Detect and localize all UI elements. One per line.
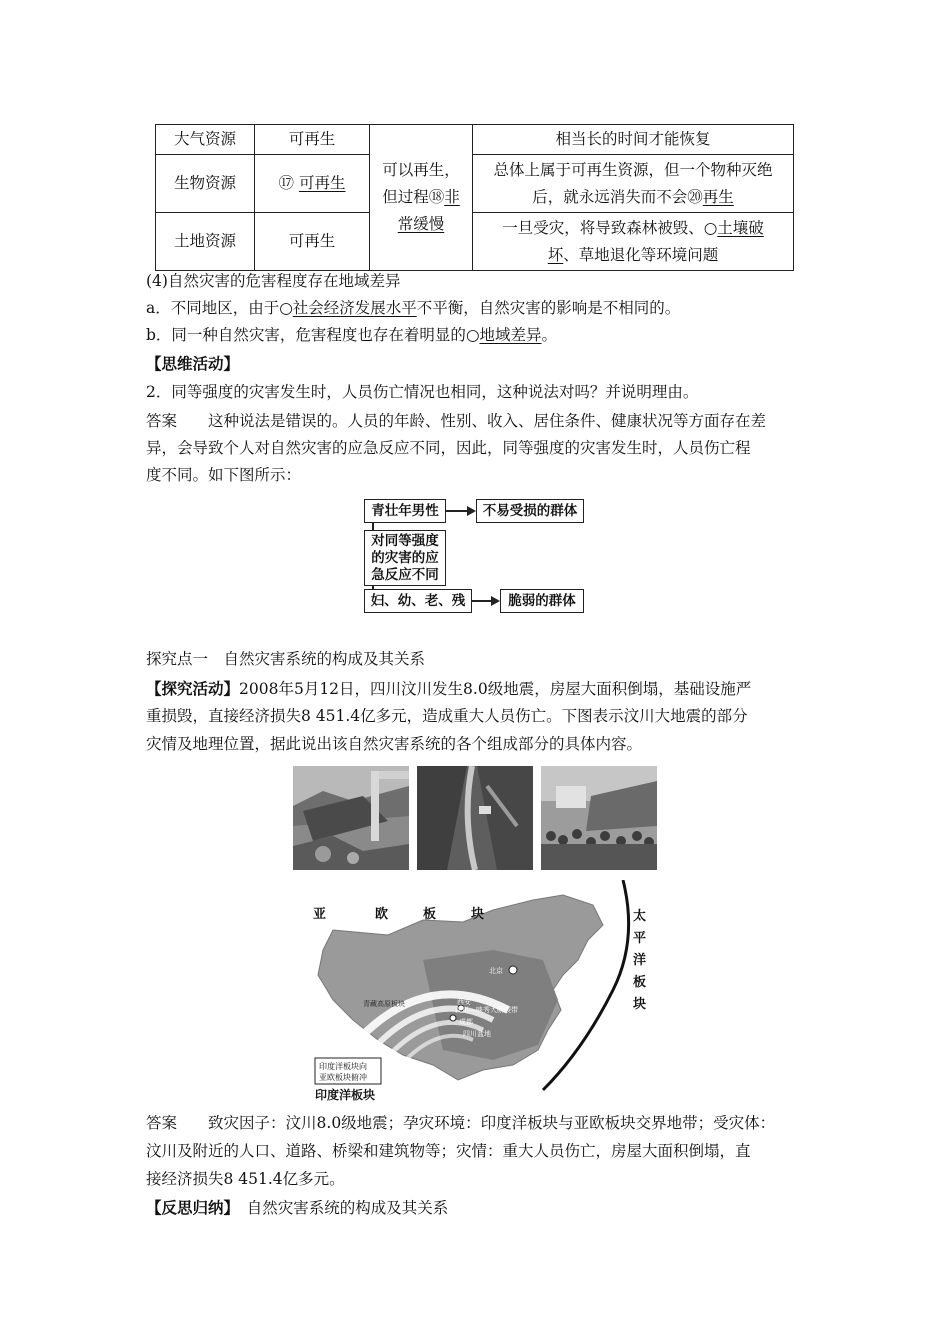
qinghai-tibet-label: 青藏高原板块: [363, 1001, 405, 1008]
svg-text:亚欧板块俯冲: 亚欧板块俯冲: [319, 1073, 367, 1082]
answer2-line: 答案 致灾因子：汶川8.0级地震；孕灾环境：印度洋板块与亚欧板块交界地带；受灾体：: [146, 1114, 776, 1132]
arrow-line: [472, 600, 492, 602]
resources-table: [155, 124, 794, 271]
collapsed-building-photo: [293, 766, 409, 870]
svg-text:欧: 欧: [375, 906, 389, 921]
rescue-crowd-photo: [541, 766, 657, 870]
sec4-title: (4)自然灾害的危害程度存在地域差异: [146, 272, 401, 290]
young-men-box: 青壮年男性: [364, 499, 446, 523]
svg-text:板: 板: [633, 974, 647, 989]
thinking-question: 2．同等强度的灾害发生时，人员伤亡情况也相同，这种说法对吗？并说明理由。: [146, 383, 699, 401]
thinking-answer-line: 异，会导致个人对自然灾害的应急反应不同，因此，同等强度的灾害发生时，人员伤亡程: [146, 439, 751, 457]
svg-text:块: 块: [633, 996, 647, 1011]
resource-cell: 生物资源: [156, 155, 255, 213]
indian-plate-label: 印度洋板块: [315, 1088, 376, 1102]
xian-label: 西安: [457, 999, 471, 1006]
svg-text:块: 块: [471, 906, 485, 921]
desc-cell: 一旦受灾，将导致森林被毁、○土壤破 坏、草地退化等环境问题: [473, 213, 794, 271]
thinking-answer-line: 度不同。如下图所示：: [146, 466, 302, 484]
arrow-right-icon: [467, 506, 476, 516]
merged-cell: 可以再生， 但过程⑱非 常缓慢: [370, 125, 473, 271]
eurasian-plate-label: 亚: [313, 906, 327, 921]
type-cell: 可再生: [255, 213, 370, 271]
vulnerable-group-box: 脆弱的群体: [500, 589, 584, 613]
fault-label: 汶川—映秀大断裂带: [455, 1007, 518, 1014]
landslide-aerial-photo: [417, 766, 533, 870]
connector-line: [372, 522, 374, 530]
explore-activity-line: 【探究活动】2008年5月12日，四川汶川发生8.0级地震，房屋大面积倒塌，基础设施严: [146, 679, 752, 698]
reflect-line: 【反思归纳】 自然灾害系统的构成及其关系: [146, 1198, 449, 1217]
desc-cell: 相当长的时间才能恢复: [473, 125, 794, 155]
table-row: [156, 125, 794, 155]
table-row: [156, 213, 794, 271]
resilient-group-box: 不易受损的群体: [476, 499, 584, 523]
explore-activity-line: 灾情及地理位置，据此说出该自然灾害系统的各个组成部分的具体内容。: [146, 735, 643, 753]
chengdu-label: 成都: [459, 1019, 473, 1026]
desc-cell: 总体上属于可再生资源，但一个物种灭绝 后，就永远消失而不会⑳再生: [473, 155, 794, 213]
type-cell: ⑰ 可再生: [255, 155, 370, 213]
table-row: [156, 155, 794, 213]
sec4-item-b: b．同一种自然灾害，危害程度也存在着明显的○地域差异。: [146, 326, 557, 344]
svg-text:平: 平: [633, 930, 647, 945]
svg-text:洋: 洋: [633, 952, 647, 967]
vulnerable-people-box: 妇、幼、老、残: [364, 589, 472, 613]
svg-text:板: 板: [423, 906, 437, 921]
answer2-line: 汶川及附近的人口、道路、桥梁和建筑物等；灾情：重大人员伤亡，房屋大面积倒塌，直: [146, 1142, 751, 1160]
answer2-line: 接经济损失8 451.4亿多元。: [146, 1170, 345, 1188]
sec4-item-a: a．不同地区，由于○社会经济发展水平不平衡，自然灾害的影响是不相同的。: [146, 299, 681, 317]
resource-cell: 土地资源: [156, 213, 255, 271]
wenchuan-plate-map: [293, 880, 657, 1104]
arrow-right-icon: [491, 596, 500, 606]
type-cell: 可再生: [255, 125, 370, 155]
resource-cell: 大气资源: [156, 125, 255, 155]
indian-push-label: 印度洋板块向: [319, 1062, 367, 1071]
pacific-plate-label: 太: [633, 908, 647, 923]
explore-point-title: 探究点一 自然灾害系统的构成及其关系: [146, 650, 426, 668]
beijing-label: 北京: [489, 968, 503, 975]
thinking-answer-line: 答案 这种说法是错误的。人员的年龄、性别、收入、居住条件、健康状况等方面存在差: [146, 412, 767, 430]
arrow-line: [446, 510, 468, 512]
sichuan-basin-label: 四川盆地: [463, 1031, 491, 1038]
explore-activity-line: 重损毁，直接经济损失8 451.4亿多元，造成重大人员伤亡。下图表示汶川大地震的部分: [146, 707, 748, 725]
thinking-heading: 【思维活动】: [146, 354, 240, 373]
response-differs-box: 对同等强度 的灾害的应 急反应不同: [364, 530, 446, 586]
